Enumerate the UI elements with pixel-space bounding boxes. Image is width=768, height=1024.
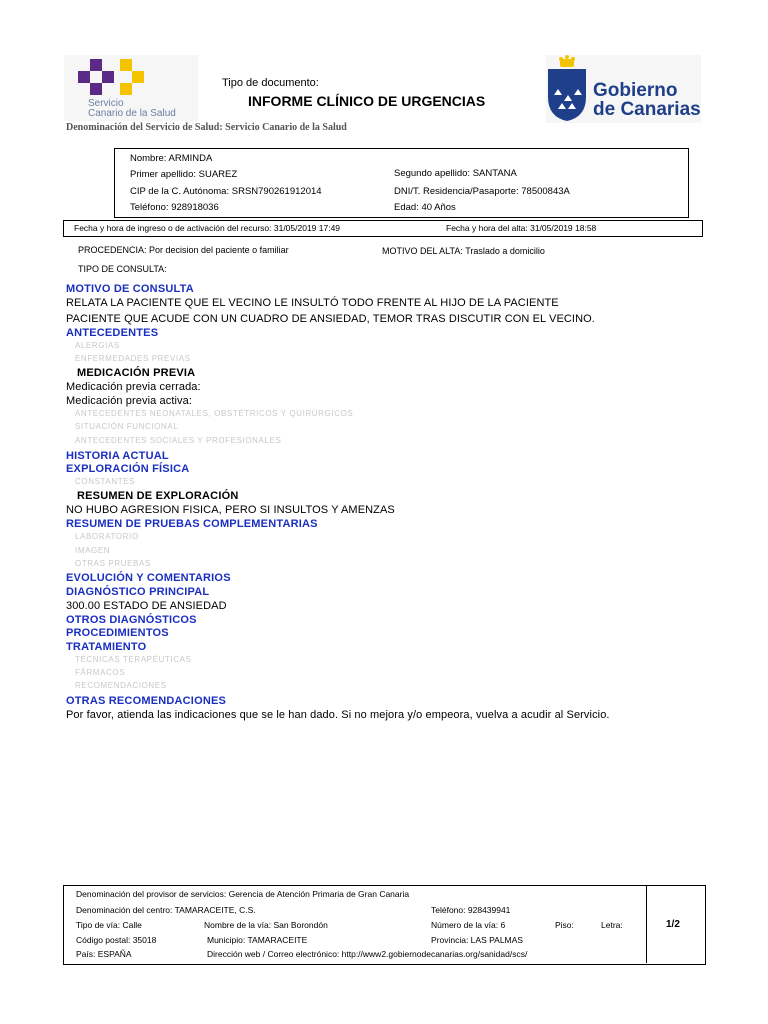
footer-nombre-via: Nombre de la vía: San Borondón xyxy=(204,920,328,930)
laboratorio-subheading: LABORATORIO xyxy=(75,532,139,541)
scs-logo-text: Servicio Canario de la Salud xyxy=(88,98,176,119)
patient-phone: Teléfono: 928918036 xyxy=(130,202,219,213)
footer-pais: País: ESPAÑA xyxy=(76,949,132,959)
tratamiento-heading: TRATAMIENTO xyxy=(66,641,147,653)
recomendaciones-text: Por favor, atienda las indicaciones que se le han dado. Si no mejora y/o empeora, vuelva a acudir al Servicio. xyxy=(66,709,610,721)
medicacion-cerrada: Medicación previa cerrada: xyxy=(66,381,201,393)
farmacos-subheading: FÁRMACOS xyxy=(75,668,126,677)
exploracion-text: NO HUBO AGRESION FISICA, PERO SI INSULTOS Y AMENZAS xyxy=(66,504,395,516)
footer-municipio: Municipio: TAMARACEITE xyxy=(207,935,308,945)
patient-cip: CIP de la C. Autónoma: SRSN790261912014 xyxy=(130,186,322,197)
footer-piso: Piso: xyxy=(555,920,574,930)
otras-pruebas-subheading: OTRAS PRUEBAS xyxy=(75,559,151,568)
document-type-label: Tipo de documento: xyxy=(222,77,319,89)
historia-actual-heading: HISTORIA ACTUAL xyxy=(66,450,169,462)
situacion-funcional-subheading: SITUACIÓN FUNCIONAL xyxy=(75,422,179,431)
footer-letra: Letra: xyxy=(601,920,623,930)
constantes-subheading: CONSTANTES xyxy=(75,477,136,486)
gobierno-canarias-text: Gobierno de Canarias xyxy=(593,80,701,120)
patient-first-surname: Primer apellido: SUAREZ xyxy=(130,169,238,180)
resumen-exploracion-heading: RESUMEN DE EXPLORACIÓN xyxy=(77,490,239,502)
motivo-consulta-text-2: PACIENTE QUE ACUDE CON UN CUADRO DE ANSIEDAD, TEMOR TRAS DISCUTIR CON EL VECINO. xyxy=(66,313,595,325)
motivo-consulta-heading: MOTIVO DE CONSULTA xyxy=(66,283,194,295)
antecedentes-neonatales-subheading: ANTECEDENTES NEONATALES, OBSTÉTRICOS Y QUIRÚRGICOS xyxy=(75,409,354,418)
patient-dni: DNI/T. Residencia/Pasaporte: 78500843A xyxy=(394,186,570,197)
tipo-consulta: TIPO DE CONSULTA: xyxy=(78,264,167,274)
procedencia: PROCEDENCIA: Por decision del paciente o familiar xyxy=(78,245,289,255)
exploracion-fisica-heading: EXPLORACIÓN FÍSICA xyxy=(66,463,190,475)
footer-numero-via: Número de la vía: 6 xyxy=(431,920,506,930)
alergias-subheading: ALERGIAS xyxy=(75,341,120,350)
footer-provisor: Denominación del provisor de servicios: Gerencia de Atención Primaria de Gran Canaria xyxy=(76,889,410,899)
enfermedades-previas-subheading: ENFERMEDADES PREVIAS xyxy=(75,354,191,363)
recomendaciones-subheading: RECOMENDACIONES xyxy=(75,681,167,690)
discharge-datetime: Fecha y hora del alta: 31/05/2019 18:58 xyxy=(446,223,597,233)
motivo-alta: MOTIVO DEL ALTA: Traslado a domicilio xyxy=(382,246,545,256)
otras-recomendaciones-heading: OTRAS RECOMENDACIONES xyxy=(66,695,227,707)
evolucion-heading: EVOLUCIÓN Y COMENTARIOS xyxy=(66,572,231,584)
antecedentes-sociales-subheading: ANTECEDENTES SOCIALES Y PROFESIONALES xyxy=(75,436,282,445)
patient-name: Nombre: ARMINDA xyxy=(130,153,213,164)
diagnostico-text: 300.00 ESTADO DE ANSIEDAD xyxy=(66,600,227,612)
imagen-subheading: IMAGEN xyxy=(75,546,111,555)
motivo-consulta-text-1: RELATA LA PACIENTE QUE EL VECINO LE INSULTÓ TODO FRENTE AL HIJO DE LA PACIENTE xyxy=(66,297,559,309)
resumen-pruebas-heading: RESUMEN DE PRUEBAS COMPLEMENTARIAS xyxy=(66,518,318,530)
otros-diagnosticos-heading: OTROS DIAGNÓSTICOS xyxy=(66,614,197,626)
health-service-line: Denominación del Servicio de Salud: Servicio Canario de la Salud xyxy=(66,122,347,133)
diagnostico-principal-heading: DIAGNÓSTICO PRINCIPAL xyxy=(66,586,210,598)
footer-provincia: Provincia: LAS PALMAS xyxy=(431,935,523,945)
footer-centro: Denominación del centro: TAMARACEITE, C.S. xyxy=(76,905,256,915)
document-title: INFORME CLÍNICO DE URGENCIAS xyxy=(248,93,486,109)
tecnicas-subheading: TÉCNICAS TERAPÉUTICAS xyxy=(75,655,192,664)
admission-datetime: Fecha y hora de ingreso o de activación del recurso: 31/05/2019 17:49 xyxy=(74,223,341,233)
footer-tipo-via: Tipo de vía: Calle xyxy=(76,920,142,930)
patient-second-surname: Segundo apellido: SANTANA xyxy=(394,168,517,179)
footer-telefono: Teléfono: 928439941 xyxy=(431,905,511,915)
procedimientos-heading: PROCEDIMIENTOS xyxy=(66,627,169,639)
footer-web: Dirección web / Correo electrónico: http://www2.gobiernodecanarias.org/sanidad/scs/ xyxy=(207,949,528,959)
antecedentes-heading: ANTECEDENTES xyxy=(66,327,159,339)
page-number: 1/2 xyxy=(666,919,680,930)
medicacion-activa: Medicación previa activa: xyxy=(66,395,193,407)
footer-divider xyxy=(646,885,647,963)
patient-age: Edad: 40 Años xyxy=(394,202,456,213)
medicacion-previa-heading: MEDICACIÓN PREVIA xyxy=(77,367,196,379)
footer-codigo-postal: Código postal: 35018 xyxy=(76,935,157,945)
